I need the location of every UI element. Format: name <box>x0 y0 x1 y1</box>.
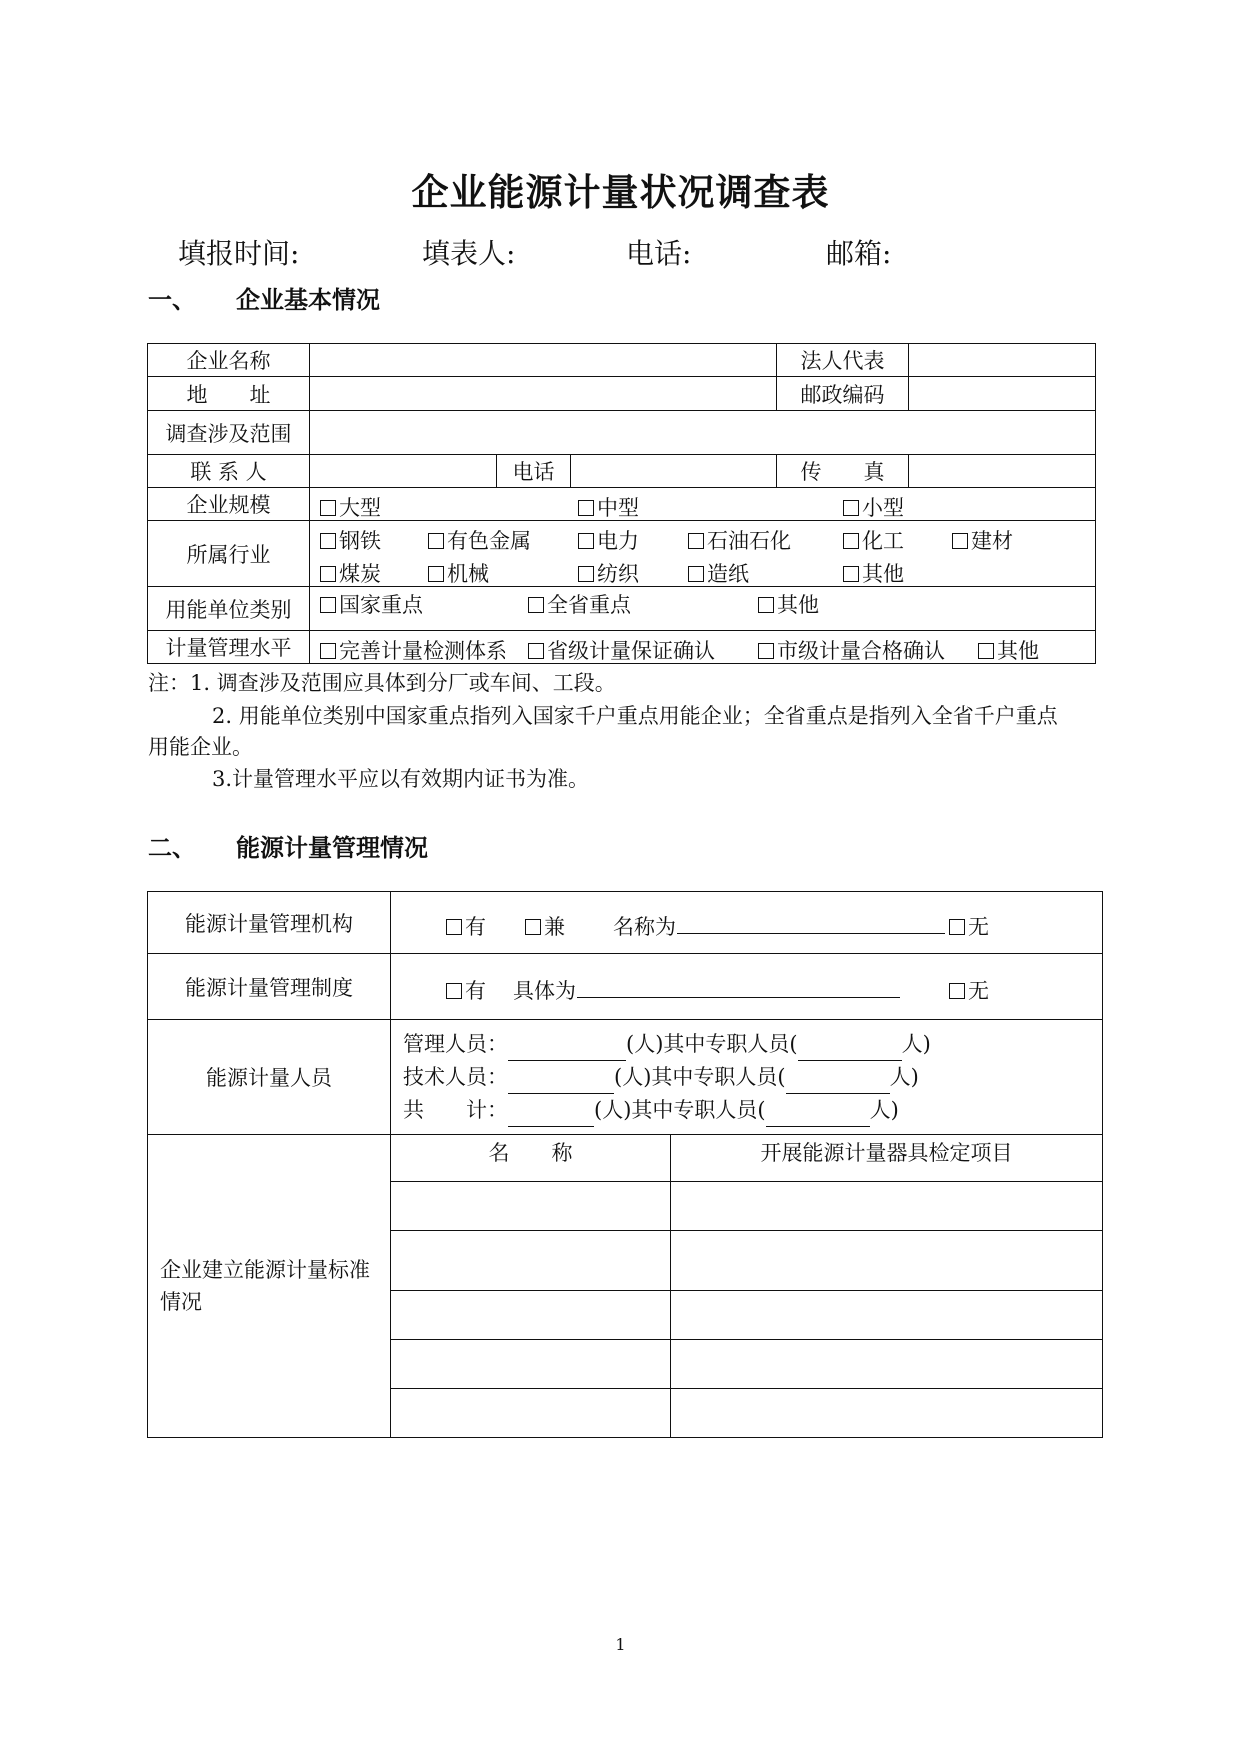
note-1: 注：1. 调查涉及范围应具体到分厂或车间、工段。 <box>148 671 616 695</box>
checkbox-icon[interactable] <box>320 533 336 549</box>
staff-counts <box>391 1020 1103 1135</box>
checkbox-icon[interactable] <box>978 643 994 659</box>
fill-time-label: 填报时间: <box>178 237 300 270</box>
staff-tech-row <box>403 1061 1096 1094</box>
checkbox-icon[interactable] <box>320 597 336 613</box>
staff-mgmt-input[interactable] <box>508 1038 626 1061</box>
energy-mgmt-table <box>147 891 1103 1438</box>
standard-items-cell[interactable] <box>671 1389 1103 1438</box>
filler-label: 填表人: <box>422 237 516 270</box>
standards-col-items: 开展能源计量器具检定项目 <box>671 1135 1103 1182</box>
staff-tech-fulltime-input[interactable] <box>786 1071 890 1094</box>
standard-name-cell[interactable] <box>391 1182 671 1231</box>
mgmt-level-options <box>310 631 1096 664</box>
postcode-label: 邮政编码 <box>777 377 909 411</box>
basic-info-table <box>147 343 1096 664</box>
checkbox-icon[interactable] <box>320 566 336 582</box>
scale-options <box>310 488 1096 521</box>
staff-total-input[interactable] <box>508 1104 594 1127</box>
industry-option-chemical[interactable]: 化工 <box>843 525 904 555</box>
staff-total-fulltime-input[interactable] <box>766 1104 870 1127</box>
standard-items-cell[interactable] <box>671 1182 1103 1231</box>
industry-option-other[interactable]: 其他 <box>843 558 904 587</box>
section1-title: 企业基本情况 <box>236 285 380 314</box>
industry-label: 所属行业 <box>148 521 310 587</box>
system-detail-input[interactable] <box>577 975 900 998</box>
unit-type-label: 用能单位类别 <box>148 587 310 631</box>
email-label: 邮箱: <box>826 237 892 270</box>
note-2a: 2. 用能单位类别中国家重点指列入国家千户重点用能企业；全省重点是指列入全省千户重点 <box>212 704 1058 728</box>
industry-option-paper[interactable]: 造纸 <box>688 558 749 587</box>
page-number: 1 <box>615 1635 626 1654</box>
checkbox-icon[interactable] <box>446 983 462 999</box>
org-name-input[interactable] <box>677 911 945 934</box>
checkbox-icon[interactable] <box>446 919 462 935</box>
section2-number: 二、 <box>148 833 196 862</box>
scale-option-large[interactable]: 大型 <box>320 492 381 521</box>
staff-mgmt-row <box>403 1028 1096 1061</box>
company-name-label: 企业名称 <box>148 344 310 377</box>
standard-name-cell[interactable] <box>391 1389 671 1438</box>
staff-mgmt-mid: (人)其中专职人员( <box>626 1031 798 1056</box>
industry-option-steel[interactable]: 钢铁 <box>320 525 381 555</box>
page-title: 企业能源计量状况调查表 <box>411 170 830 214</box>
unit-option-other[interactable]: 其他 <box>758 589 819 619</box>
checkbox-icon[interactable] <box>758 643 774 659</box>
section1-number: 一、 <box>148 285 196 314</box>
checkbox-icon[interactable] <box>320 500 336 516</box>
checkbox-icon[interactable] <box>578 566 594 582</box>
address-field[interactable] <box>310 377 777 411</box>
staff-mgmt-label: 管理人员： <box>403 1031 508 1056</box>
checkbox-icon[interactable] <box>578 500 594 516</box>
standard-name-cell[interactable] <box>391 1291 671 1340</box>
staff-tech-end: 人) <box>889 1064 919 1089</box>
staff-total-row <box>403 1094 1096 1127</box>
standard-items-cell[interactable] <box>671 1231 1103 1291</box>
standard-items-cell[interactable] <box>671 1291 1103 1340</box>
unit-option-provincial[interactable]: 全省重点 <box>528 589 631 619</box>
staff-tech-mid: (人)其中专职人员( <box>614 1064 786 1089</box>
staff-mgmt-end: 人) <box>901 1031 931 1056</box>
industry-option-power[interactable]: 电力 <box>578 525 639 555</box>
mgmt-level-label: 计量管理水平 <box>148 631 310 664</box>
scale-option-medium[interactable]: 中型 <box>578 492 639 521</box>
note-2b: 用能企业。 <box>148 735 253 759</box>
checkbox-icon[interactable] <box>525 919 541 935</box>
contact-phone-label: 电话 <box>497 455 571 488</box>
system-options <box>391 954 1103 1020</box>
staff-total-end: 人) <box>869 1097 899 1122</box>
industry-option-machinery[interactable]: 机械 <box>428 558 489 587</box>
note-3: 3.计量管理水平应以有效期内证书为准。 <box>212 767 590 791</box>
mgmt-option-city[interactable]: 市级计量合格确认 <box>758 635 945 664</box>
mgmt-option-complete[interactable]: 完善计量检测体系 <box>320 635 507 664</box>
industry-option-coal[interactable]: 煤炭 <box>320 558 381 587</box>
checkbox-icon[interactable] <box>843 500 859 516</box>
mgmt-option-provincial[interactable]: 省级计量保证确认 <box>528 635 715 664</box>
address-label: 地 址 <box>148 377 310 411</box>
org-options <box>391 892 1103 954</box>
checkbox-icon[interactable] <box>843 533 859 549</box>
industry-option-petrochem[interactable]: 石油石化 <box>688 525 791 555</box>
checkbox-icon[interactable] <box>949 919 965 935</box>
org-label: 能源计量管理机构 <box>148 892 391 954</box>
checkbox-icon[interactable] <box>952 533 968 549</box>
org-option-no[interactable]: 无 <box>949 911 989 941</box>
scale-option-small[interactable]: 小型 <box>843 492 904 521</box>
staff-total-label: 共 计： <box>403 1097 508 1122</box>
standards-label: 企业建立能源计量标准 情况 <box>148 1135 391 1438</box>
checkbox-icon[interactable] <box>428 533 444 549</box>
industry-option-building[interactable]: 建材 <box>952 525 1013 555</box>
industry-options <box>310 521 1096 587</box>
standards-col-name: 名 称 <box>391 1135 671 1182</box>
unit-option-national[interactable]: 国家重点 <box>320 589 423 619</box>
checkbox-icon[interactable] <box>528 643 544 659</box>
checkbox-icon[interactable] <box>320 643 336 659</box>
mgmt-option-other[interactable]: 其他 <box>978 635 1039 664</box>
staff-label: 能源计量人员 <box>148 1020 391 1135</box>
staff-tech-input[interactable] <box>508 1071 614 1094</box>
org-name-label: 名称为 <box>613 915 676 939</box>
contact-field[interactable] <box>310 455 497 488</box>
checkbox-icon[interactable] <box>428 566 444 582</box>
fax-field[interactable] <box>909 455 1096 488</box>
industry-option-nonferrous[interactable]: 有色金属 <box>428 525 531 555</box>
industry-option-textile[interactable]: 纺织 <box>578 558 639 587</box>
section2-title: 能源计量管理情况 <box>236 833 428 862</box>
org-option-part[interactable]: 兼 <box>525 911 565 941</box>
contact-phone-field[interactable] <box>571 455 777 488</box>
staff-tech-label: 技术人员： <box>403 1064 508 1089</box>
system-option-no[interactable]: 无 <box>949 975 989 1005</box>
checkbox-icon[interactable] <box>758 597 774 613</box>
unit-type-options <box>310 587 1096 631</box>
postcode-field[interactable] <box>909 377 1096 411</box>
scope-label: 调查涉及范围 <box>148 411 310 455</box>
staff-mgmt-fulltime-input[interactable] <box>798 1038 902 1061</box>
contact-label: 联 系 人 <box>148 455 310 488</box>
checkbox-icon[interactable] <box>688 566 704 582</box>
standard-name-cell[interactable] <box>391 1231 671 1291</box>
checkbox-icon[interactable] <box>688 533 704 549</box>
scope-field[interactable] <box>310 411 1096 455</box>
legal-rep-field[interactable] <box>909 344 1096 377</box>
scale-label: 企业规模 <box>148 488 310 521</box>
checkbox-icon[interactable] <box>843 566 859 582</box>
fax-label: 传 真 <box>777 455 909 488</box>
system-detail-label: 具体为 <box>513 979 576 1003</box>
system-option-yes[interactable]: 有 <box>446 975 486 1005</box>
staff-total-mid: (人)其中专职人员( <box>594 1097 766 1122</box>
checkbox-icon[interactable] <box>949 983 965 999</box>
standard-name-cell[interactable] <box>391 1340 671 1389</box>
system-label: 能源计量管理制度 <box>148 954 391 1020</box>
legal-rep-label: 法人代表 <box>777 344 909 377</box>
checkbox-icon[interactable] <box>528 597 544 613</box>
phone-label: 电话: <box>626 237 692 270</box>
standard-items-cell[interactable] <box>671 1340 1103 1389</box>
checkbox-icon[interactable] <box>578 533 594 549</box>
company-name-field[interactable] <box>310 344 777 377</box>
org-option-yes[interactable]: 有 <box>446 911 486 941</box>
